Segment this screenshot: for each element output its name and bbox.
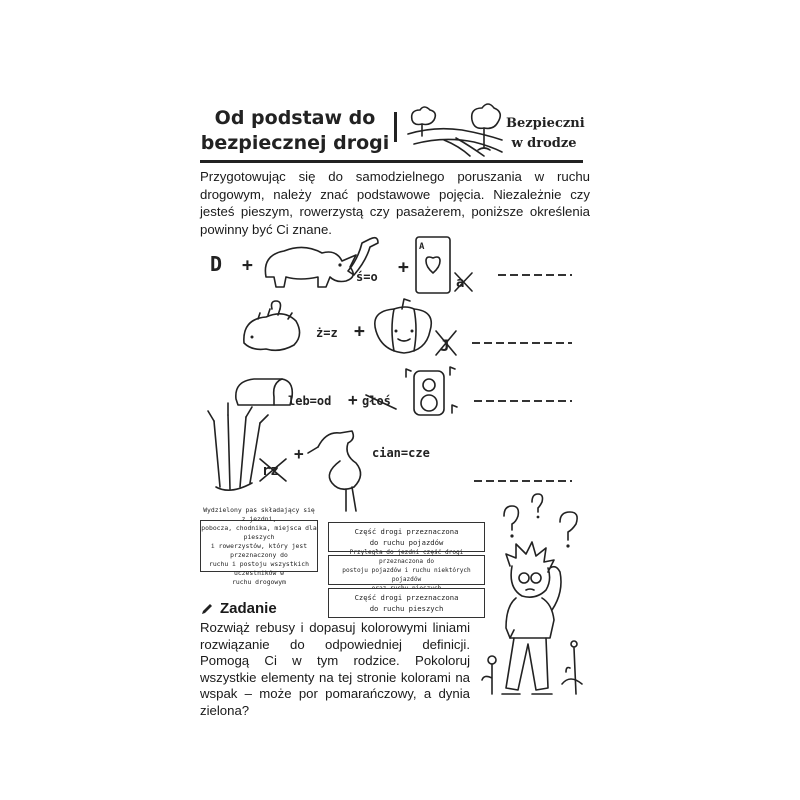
definition-line: pobocza, chodnika, miejsca dla pieszych — [201, 523, 317, 541]
definition-line: i rowerzystów, który jest przeznaczony do — [210, 541, 308, 559]
rebus-equation: leb=od — [288, 394, 332, 408]
rebus-puzzles — [200, 225, 600, 515]
definition-line: Część drogi przeznaczona — [354, 593, 459, 602]
definition-line: postoju pojazdów i ruchu niektórych pojazdów — [342, 566, 471, 583]
leek-icon — [208, 403, 268, 490]
crossed-letter-icon — [260, 459, 286, 481]
task-heading — [200, 600, 277, 618]
definition-card-road[interactable] — [200, 505, 318, 586]
rebus-equation: ś=o — [356, 270, 378, 284]
definition-line: do ruchu pieszych — [369, 604, 444, 613]
title-line-2: bezpiecznej drogi — [200, 132, 390, 154]
definition-line: Część drogi przeznaczona — [354, 527, 459, 536]
rebus-plus: + — [354, 321, 365, 342]
task-text: Rozwiąż rebusy i dopasuj kolorowymi liniami rozwiązanie do odpowiedniej definicji. Pomogą Ci w tym rodzice. Pokoloruj wszystkie elementy na tej stronie kolorami na wspak – może por pomarańczowy, a dynia zielona? — [200, 620, 470, 718]
section-line-1: Bezpieczni — [506, 116, 585, 131]
definition-line: Wydzielony pas składający się z jezdni, — [203, 505, 315, 523]
rebus-plus: + — [348, 390, 358, 409]
definition-line: Przyległa do jezdni część drogi przeznaczona do — [349, 548, 464, 565]
playing-card-icon — [416, 237, 450, 293]
svg-text:A: A — [419, 242, 425, 252]
definition-line: ruchu i postoju wszystkich uczestników w — [208, 559, 310, 577]
task-heading-text: Zadanie — [220, 600, 277, 617]
crossed-letter-icon — [455, 273, 472, 291]
rebus-plus: + — [242, 255, 253, 276]
definition-text — [201, 506, 317, 587]
definition-line: ruchu drogowym — [232, 577, 286, 586]
pencil-icon — [200, 602, 214, 616]
thinking-boy-icon — [470, 488, 590, 710]
intro-paragraph: Przygotowując się do samodzielnego poruszania w ruchu drogowym, należy znać podstawowe pojęcia. Niezależnie czy jesteś pieszym, rowerzystą czy pasażerem, poniższe określenia powinny być Ci znane. — [200, 169, 590, 237]
pumpkin-icon — [375, 299, 431, 353]
bread-icon — [236, 379, 292, 405]
rebus-equation: cian=cze — [372, 446, 430, 460]
rebus-equation: ż=z — [316, 326, 338, 340]
section-line-2: w drodze — [511, 136, 577, 151]
definition-line: do ruchu pojazdów — [369, 538, 444, 547]
header-divider — [394, 112, 397, 142]
definition-text — [329, 548, 484, 593]
rebus-plus: + — [398, 257, 409, 278]
svg-text:a: a — [456, 275, 465, 291]
page-title — [200, 106, 390, 156]
definition-text — [355, 526, 459, 548]
rhino-icon — [265, 247, 356, 287]
svg-text:rz: rz — [262, 463, 279, 479]
definition-card-shoulder[interactable] — [328, 548, 485, 585]
landscape-icon — [404, 100, 504, 158]
definition-card-sidewalk[interactable] — [328, 588, 485, 618]
stork-icon — [308, 431, 361, 511]
hedgehog-icon — [244, 301, 300, 350]
crossed-letter-icon — [436, 331, 456, 355]
svg-text:J: J — [440, 336, 450, 355]
speaker-icon — [406, 367, 457, 415]
rebus-letter-d: D — [210, 252, 223, 276]
rebus-plus: + — [294, 444, 304, 463]
rebus-word: głoś — [362, 394, 391, 408]
header-rule — [200, 160, 583, 163]
section-label — [506, 114, 585, 154]
title-line-1: Od podstaw do — [214, 107, 376, 129]
definition-text — [355, 592, 459, 614]
